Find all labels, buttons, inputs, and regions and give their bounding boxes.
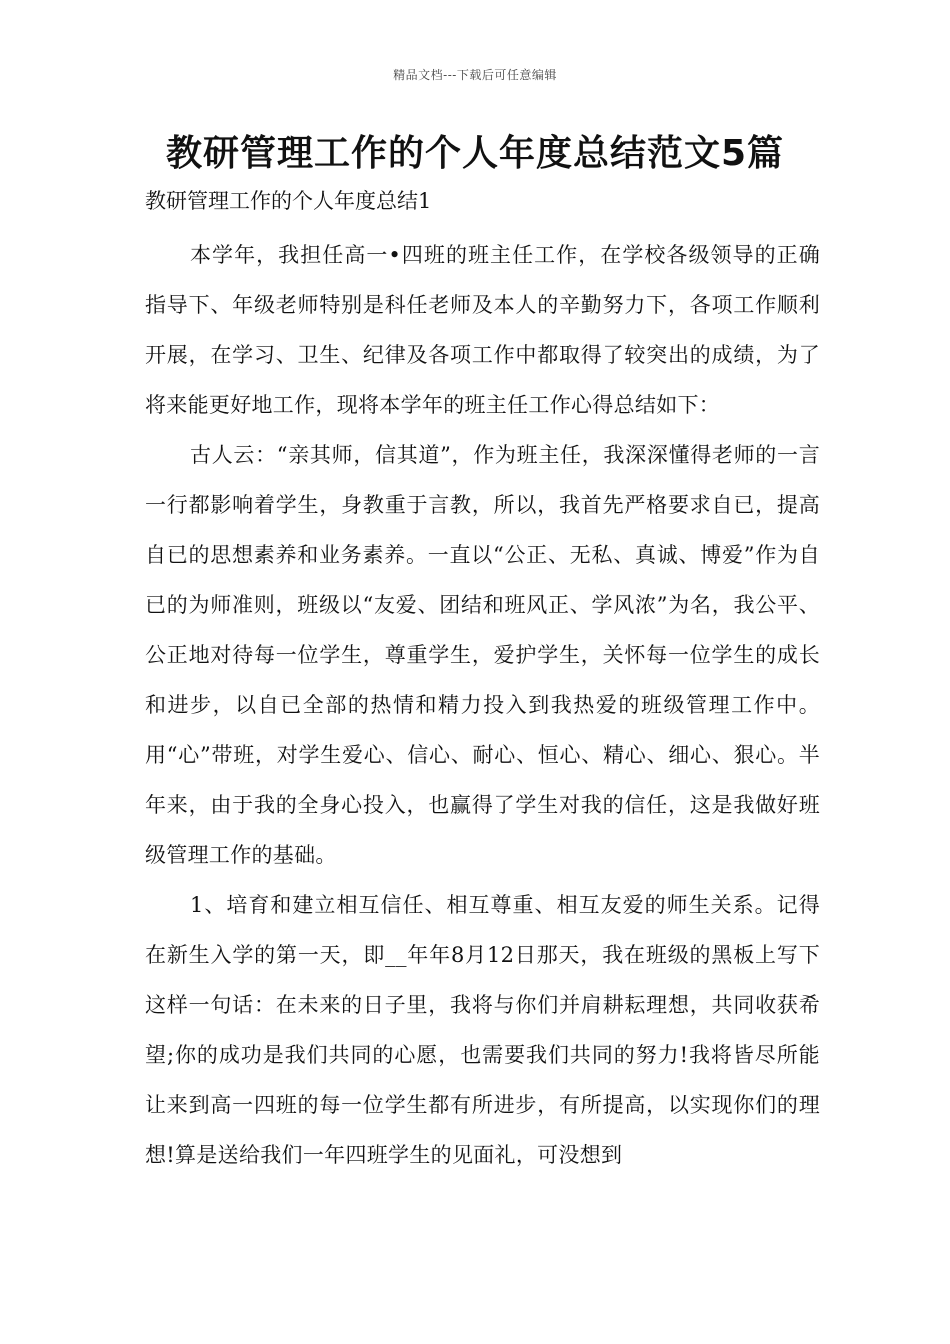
paragraph-1: 本学年，我担任高一•四班的班主任工作，在学校各级领导的正确指导下、年级老师特别是科任老师及本人的辛勤努力下，各项工作顺利开展，在学习、卫生、纪律及各项工作中都取得了较突出的成绩，为了将来能更好地工作，现将本学年的班主任工作心得总结如下： xyxy=(145,243,820,417)
body-text xyxy=(145,230,820,1180)
paragraph-2: 古人云：“亲其师，信其道”，作为班主任，我深深懂得老师的一言一行都影响着学生，身教重于言教，所以，我首先严格要求自已，提高自已的思想素养和业务素养。一直以“公正、无私、真诚、博爱”作为自已的为师准则，班级以“友爱、团结和班风正、学风浓”为名，我公平、公正地对待每一位学生，尊重学生，爱护学生，关怀每一位学生的成长和进步，以自已全部的热情和精力投入到我热爱的班级管理工作中。用“心”带班，对学生爱心、信心、耐心、恒心、精心、细心、狠心。半年来，由于我的全身心投入，也赢得了学生对我的信任，这是我做好班级管理工作的基础。 xyxy=(145,443,820,867)
document-title: 教研管理工作的个人年度总结范文5篇 xyxy=(165,133,785,174)
paragraph-3: 1、培育和建立相互信任、相互尊重、相互友爱的师生关系。记得在新生入学的第一天，即__年年8月12日那天，我在班级的黑板上写下这样一句话：在未来的日子里，我将与你们并肩耕耘理想，共同收获希望;你的成功是我们共同的心愿，也需要我们共同的努力!我将皆尽所能让来到高一四班的每一位学生都有所进步，有所提高，以实现你们的理想!算是送给我们一年四班学生的见面礼，可没想到 xyxy=(145,893,820,1167)
header-note: 精品文档---下载后可任意编辑 xyxy=(393,68,557,82)
section-subtitle: 教研管理工作的个人年度总结1 xyxy=(145,189,432,213)
